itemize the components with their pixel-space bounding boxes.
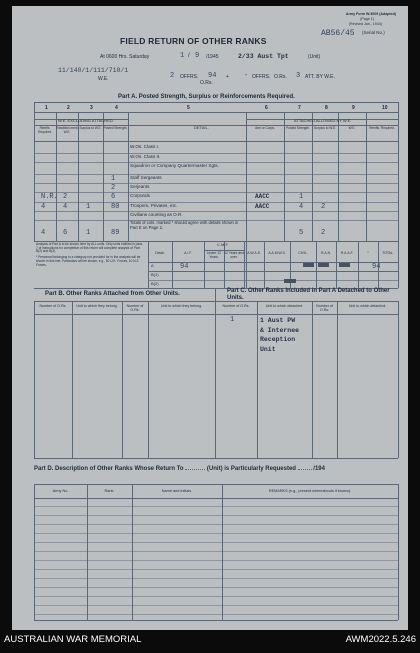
- part-d-row-line: [34, 551, 398, 552]
- part-d-header: REMARKS (e.g., present whereabouts if known).: [268, 489, 352, 493]
- serial-label: (Serial No.): [362, 30, 385, 35]
- column-subheader: Reinfts. Required.: [369, 126, 395, 130]
- ors1-label: O.Rs.: [200, 80, 213, 86]
- cell-value: 4: [41, 229, 46, 237]
- date-year: /1945: [206, 54, 219, 60]
- date-month: 9: [195, 52, 200, 60]
- offrs1-label: OFFRS.: [180, 74, 199, 80]
- cell-value: 89: [111, 229, 120, 237]
- analysis-header: 12 Years and over.: [224, 251, 244, 259]
- total-value: 94: [372, 263, 381, 271]
- part-d-row-line: [34, 542, 398, 543]
- detail-label: Staff Sergeants: [130, 175, 162, 180]
- we-hand: 11/140/1/111/710/1: [58, 67, 129, 74]
- part-d-row-line: [34, 587, 398, 588]
- analysis-header: A.I.F.: [184, 251, 192, 255]
- at-label: At 0600 Hrs. Saturday: [100, 54, 150, 60]
- part-d-row-line: [34, 533, 398, 534]
- column-number: 1: [45, 105, 48, 111]
- detail-label: Totals of cols. marked * should agree with details shown in Part E on Page 2.: [130, 220, 239, 230]
- column-subheader: Posted Strength.: [286, 126, 310, 130]
- table-header: Number of O.Rs.: [39, 304, 67, 308]
- form-number-block: [346, 12, 396, 27]
- part-a-title: Part A. Posted Strength, Surplus or Reinforcements Required.: [118, 94, 295, 100]
- analysis-header: A.A.M.W.S.: [268, 251, 286, 255]
- cell-value: 1: [86, 203, 91, 211]
- redaction-mark: [318, 263, 329, 267]
- analysis-header: R.A.A.F.: [340, 251, 354, 255]
- table-header: Number of O.Rs.: [222, 304, 250, 308]
- cell-value: 80: [111, 203, 120, 211]
- part-c-entry-unit: 1 Aust PW & Internee Reception Unit: [260, 317, 300, 353]
- ors2-hand: 3: [296, 72, 301, 80]
- column-number: 5: [187, 105, 190, 111]
- offrs2-label: OFFRS.: [252, 74, 271, 80]
- aif-value: 94: [180, 263, 189, 271]
- form-number: Army Form W.3009 (Adapted): [345, 12, 396, 16]
- analysis-row-label: A: [151, 263, 154, 268]
- cell-value: 1: [299, 193, 304, 201]
- cell-value: AACC: [255, 193, 270, 200]
- table-header: Unit to which detached.: [265, 304, 304, 308]
- ors2-label: O.Rs.: [274, 74, 287, 80]
- part-d-header: Rank.: [104, 489, 115, 493]
- column-subheader: Reinfts. Required.: [38, 126, 52, 134]
- table-header: Unit to which they belong.: [76, 304, 118, 308]
- date-day: 1: [180, 52, 185, 60]
- table-header: Number of O.Rs.: [126, 304, 144, 312]
- part-c-title: Part C. Other Ranks Included in Part A Detached to Other Units.: [227, 288, 390, 301]
- part-d-title: Part D. Description of Other Ranks Whose Return To (Unit) is Particularly Requested /194: [34, 466, 325, 472]
- cell-value: 2: [321, 203, 326, 211]
- cell-value: 5: [299, 229, 304, 237]
- form-page: (Page 1): [360, 17, 374, 21]
- detail-label: Civilians counting as O.R.: [130, 212, 183, 217]
- cell-value: 4: [41, 203, 46, 211]
- part-d-row-line: [34, 524, 398, 525]
- cell-value: 6: [111, 193, 116, 201]
- cell-value: 2: [111, 184, 116, 192]
- column-subheader: Posted Strength.: [103, 126, 128, 130]
- cell-value: 4: [63, 203, 68, 211]
- analysis-header: TOTAL.: [382, 251, 394, 255]
- detail-label: W.Os. Class II.: [130, 154, 161, 159]
- part-d-row-line: [34, 506, 398, 507]
- unit-typed: 2/33 Aust Tpt: [238, 53, 289, 60]
- cell-value: 2: [63, 193, 68, 201]
- plus-sign: +: [226, 74, 229, 80]
- column-subheader: Surplus to W.E.: [314, 126, 336, 130]
- form-title: FIELD RETURN OF OTHER RANKS: [120, 36, 267, 46]
- part-d-header: Army No.: [52, 489, 69, 493]
- part-d-row-line: [34, 578, 398, 579]
- analysis-header: R.A.N.: [321, 251, 331, 255]
- part-d-row-line: [34, 596, 398, 597]
- part-d-row-line: [34, 515, 398, 516]
- cell-value: 1: [111, 175, 116, 183]
- analysis-header: Detail.: [155, 251, 165, 255]
- form-revised: (Revised Jan., 1943): [348, 22, 382, 26]
- offrs1-hand: 2: [170, 72, 175, 80]
- column-number: 3: [90, 105, 93, 111]
- detail-label: Squadron or Company Quartermaster Sgts.: [130, 163, 219, 168]
- analysis-note: Analysis of Part A to be shown here by ALL units. Only units entitled in para. 7 of instructions for completion of this return will complete analysis of Part B(2) and B(3). * Personnel belonging to a category not provided for in the analysis will be shown in this line. Particulars will be shown, e.g., 50 U.K. Forces, 10 N.Z. Forces.: [36, 242, 143, 267]
- offrs2-hand: -: [244, 72, 249, 80]
- part-c-entry-number: 1: [230, 316, 235, 324]
- detail-label: Troopers, Privates, etc.: [130, 203, 178, 208]
- we-label: W.E.: [98, 76, 109, 82]
- footer-left: AUSTRALIAN WAR MEMORIAL: [4, 634, 142, 645]
- column-subheader: Establish-ment W.E.: [56, 126, 78, 134]
- serial-number-hand: AB56/45: [321, 29, 355, 38]
- table-header: Unit to which they belong.: [160, 304, 203, 308]
- cell-value: 2: [321, 229, 326, 237]
- column-subheader: Arm or Corps.: [255, 126, 275, 130]
- footer-right: AWM2022.5.246: [345, 634, 416, 645]
- detail-header: DETAIL.: [194, 125, 209, 130]
- part-d-row-line: [34, 560, 398, 561]
- part-d-header: Name and Initials.: [161, 489, 193, 493]
- detail-label: Corporals: [130, 193, 150, 198]
- part-b-title: Part B. Other Ranks Attached from Other Units.: [45, 291, 180, 297]
- column-number: 2: [67, 105, 70, 111]
- analysis-row-label: B(1): [151, 272, 159, 277]
- attached-header: ATTACHED ALLOWED BY W.E.: [294, 118, 352, 123]
- analysis-header: CIVIL.: [298, 251, 308, 255]
- ors1-hand: 94: [208, 72, 217, 80]
- redaction-mark: [303, 263, 314, 267]
- redaction-mark: [339, 263, 350, 267]
- cmf-label: C.M.F.: [217, 242, 229, 247]
- column-subheader: Surplus to W.E.: [79, 126, 102, 130]
- column-number: 9: [352, 105, 355, 111]
- att-label: ATT. BY W.E.: [305, 74, 335, 80]
- analysis-header: *: [367, 251, 369, 255]
- table-header: Unit to which detached.: [348, 304, 387, 308]
- detail-label: Serjeants: [130, 184, 150, 189]
- unit-label: (Unit): [308, 54, 321, 60]
- column-number: 4: [115, 105, 118, 111]
- analysis-header: A.W.A.S.: [247, 251, 261, 255]
- column-number: 7: [298, 105, 301, 111]
- column-number: 8: [325, 105, 328, 111]
- we-excluding-header: W.E. EXCLUDING ATTACHED.: [58, 118, 114, 123]
- cell-value: 1: [86, 229, 91, 237]
- cell-value: AACC: [255, 203, 270, 210]
- form-paper: Army Form W.3009 (Adapted) (Page 1) (Revised Jan., 1943) AB56/45 (Serial No.) FIELD RETURN OF OTHER RANKS At 0600 Hrs. Saturday 1 / 9 /1945 2/33 Aust Tpt (Unit) 11/140/1/111/710/1 W.E. 2 OFFRS. 94 O.Rs. + - OFFRS. O.Rs. 3 ATT. BY W.E. 1 2 3 4 5 6 7 8 9 10 Part A. Posted Strength, Surplus or Reinforcements Required. W.E. EXCLUDING ATTACHED. DETAIL. ATTACHED ALLOWED BY W.E. Reinfts. Required. Establish-ment W.E. Surplus to W.E. Posted Strength. Arm or Corps. Posted Strength. Surplus to W.E. W.E. Reinfts. Required. W.Os. Class I. W.Os. Class II. Squadron or Company Quartermaster Sgts. Staff Sergeants 1 Serjeants 2 Corporals N.R. 2 6 AACC 1 Troopers, Privates, etc. 4 4 1 80 AACC 4 2 Civilians counting as O.R. Totals of cols. marked * should agree with details shown in Part E on Page 2. 4 6 1 89 5 2 Analysis of Part A to be shown here by ALL units. Only units entitled in para. 7 of instructions for completion of this return will complete analysis of Part B(2) and B(3). * Personnel belonging to a category not provided for in the analysis will be shown in this line. Particulars will be shown, e.g., 50 U.K. Forces, 10 N.Z. Forces. Detail. A.I.F. Under 12 Years. 12 Years and over. A.W.A.S. A.A.M.W.S. CIVIL. R.A.N. R.A.A.F. * TOTAL. A B(1) B(2) C.M.F. 94 94 Part B. Other Ranks Attached from Other Units. Part C. Other Ranks Included in Part A Detached to Other Units. Number of O.Rs. Unit to which they belong. Number of O.Rs. Unit to which they belong. Number of O.Rs. Unit to which detached. Number of O.Rs. Unit to which detached. 1 1 Aust PW & Internee Reception Unit Part D. Description of Other Ranks Whose Return To (Unit) is Particularly Requested /194 Army No. Rank. Name and Initials. REMARKS (e.g., present whereabouts if known).: [12, 6, 408, 630]
- cell-value: 4: [299, 203, 304, 211]
- column-number: 6: [265, 105, 268, 111]
- part-d-row-line: [34, 614, 398, 615]
- detail-label: W.Os. Class I.: [130, 144, 160, 149]
- redaction-mark: [284, 279, 296, 283]
- cell-value: 6: [63, 229, 68, 237]
- table-header: Number of O.Rs.: [316, 304, 333, 312]
- column-subheader: W.E.: [348, 126, 356, 130]
- column-number: 10: [382, 105, 388, 111]
- part-d-row-line: [34, 569, 398, 570]
- analysis-header: Under 12 Years.: [207, 251, 221, 259]
- analysis-row-label: B(2): [151, 281, 159, 286]
- part-d-row-line: [34, 605, 398, 606]
- cell-value: N.R.: [41, 193, 58, 201]
